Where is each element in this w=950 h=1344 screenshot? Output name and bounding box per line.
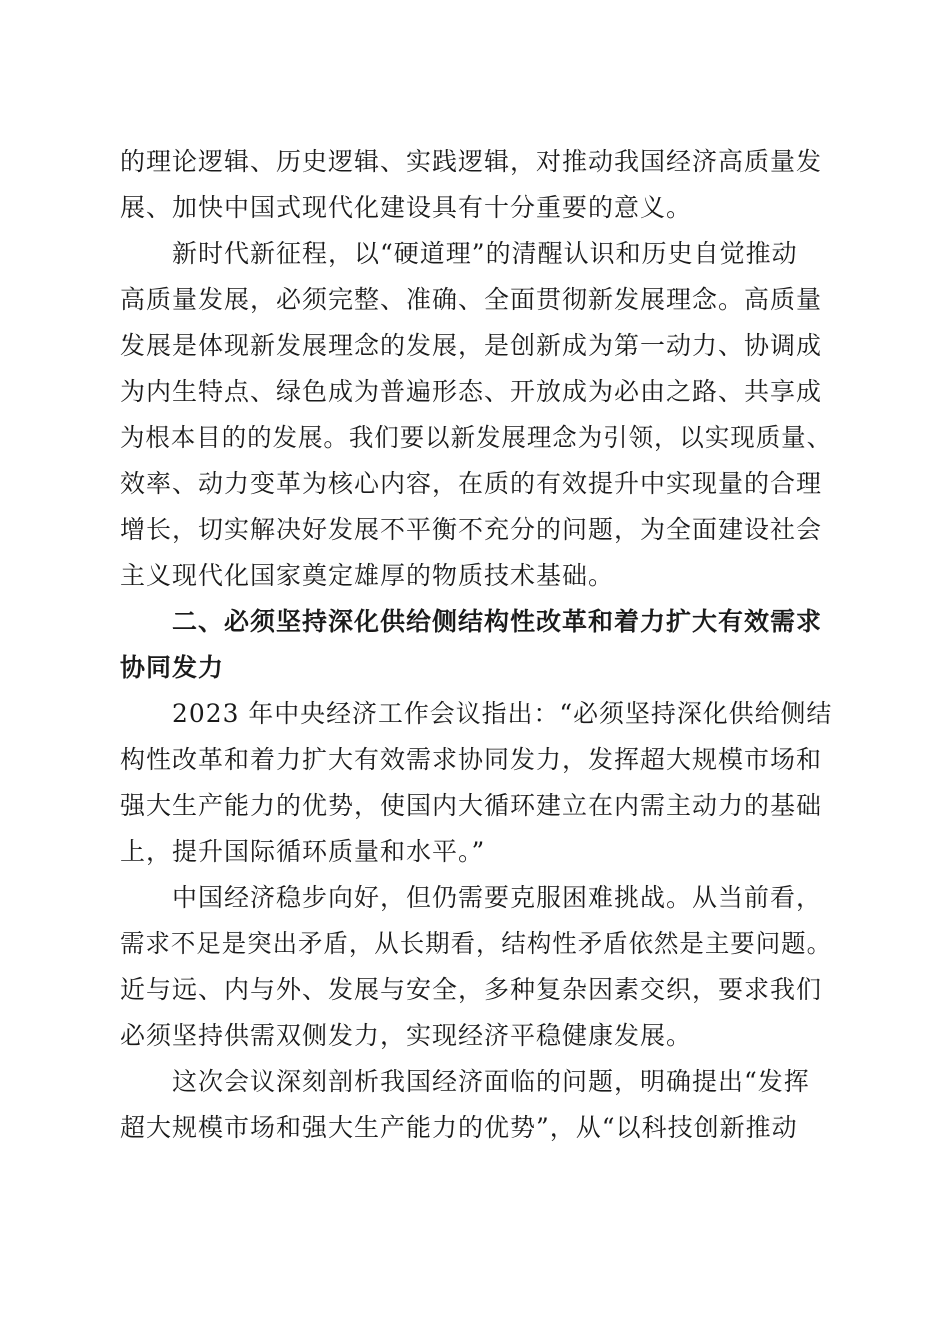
paragraph-5-line-2: 超大规模市场和强大生产能力的优势”，从“以科技创新推动: [120, 1113, 798, 1142]
paragraph-2-line-4: 为内生特点、绿色成为普遍形态、开放成为必由之路、共享成: [120, 377, 823, 406]
paragraph-1-line-1: 的理论逻辑、历史逻辑、实践逻辑，对推动我国经济高质量发: [120, 147, 823, 176]
paragraph-3-line-3: 强大生产能力的优势，使国内大循环建立在内需主动力的基础: [120, 791, 823, 820]
paragraph-4-line-1: 中国经济稳步向好，但仍需要克服困难挑战。从当前看，: [172, 883, 823, 912]
paragraph-2-line-3: 发展是体现新发展理念的发展，是创新成为第一动力、协调成: [120, 331, 823, 360]
paragraph-2-line-2: 高质量发展，必须完整、准确、全面贯彻新发展理念。高质量: [120, 285, 823, 314]
paragraph-2-line-1: 新时代新征程，以“硬道理”的清醒认识和历史自觉推动: [172, 239, 798, 268]
paragraph-3-line-4: 上，提升国际循环质量和水平。”: [120, 837, 486, 866]
section-heading-line-2: 协同发力: [120, 653, 225, 682]
document-body: [120, 0, 832, 1344]
paragraph-2-line-5: 为根本目的的发展。我们要以新发展理念为引领，以实现质量、: [120, 423, 833, 452]
section-heading-line-1: 二、必须坚持深化供给侧结构性改革和着力扩大有效需求: [172, 607, 823, 636]
paragraph-4-line-2: 需求不足是突出矛盾，从长期看，结构性矛盾依然是主要问题。: [120, 929, 833, 958]
paragraph-2-line-8: 主义现代化国家奠定雄厚的物质技术基础。: [120, 561, 615, 590]
paragraph-4-line-4: 必须坚持供需双侧发力，实现经济平稳健康发展。: [120, 1021, 693, 1050]
paragraph-3-line-2: 构性改革和着力扩大有效需求协同发力，发挥超大规模市场和: [120, 745, 823, 774]
paragraph-2-line-7: 增长，切实解决好发展不平衡不充分的问题，为全面建设社会: [120, 515, 823, 544]
paragraph-5-line-1: 这次会议深刻剖析我国经济面临的问题，明确提出“发挥: [172, 1067, 810, 1096]
paragraph-3-line-1: 2023 年中央经济工作会议指出：“必须坚持深化供给侧结: [172, 699, 833, 728]
paragraph-2-line-6: 效率、动力变革为核心内容，在质的有效提升中实现量的合理: [120, 469, 823, 498]
paragraph-1-line-2: 展、加快中国式现代化建设具有十分重要的意义。: [120, 193, 693, 222]
paragraph-4-line-3: 近与远、内与外、发展与安全，多种复杂因素交织，要求我们: [120, 975, 823, 1004]
